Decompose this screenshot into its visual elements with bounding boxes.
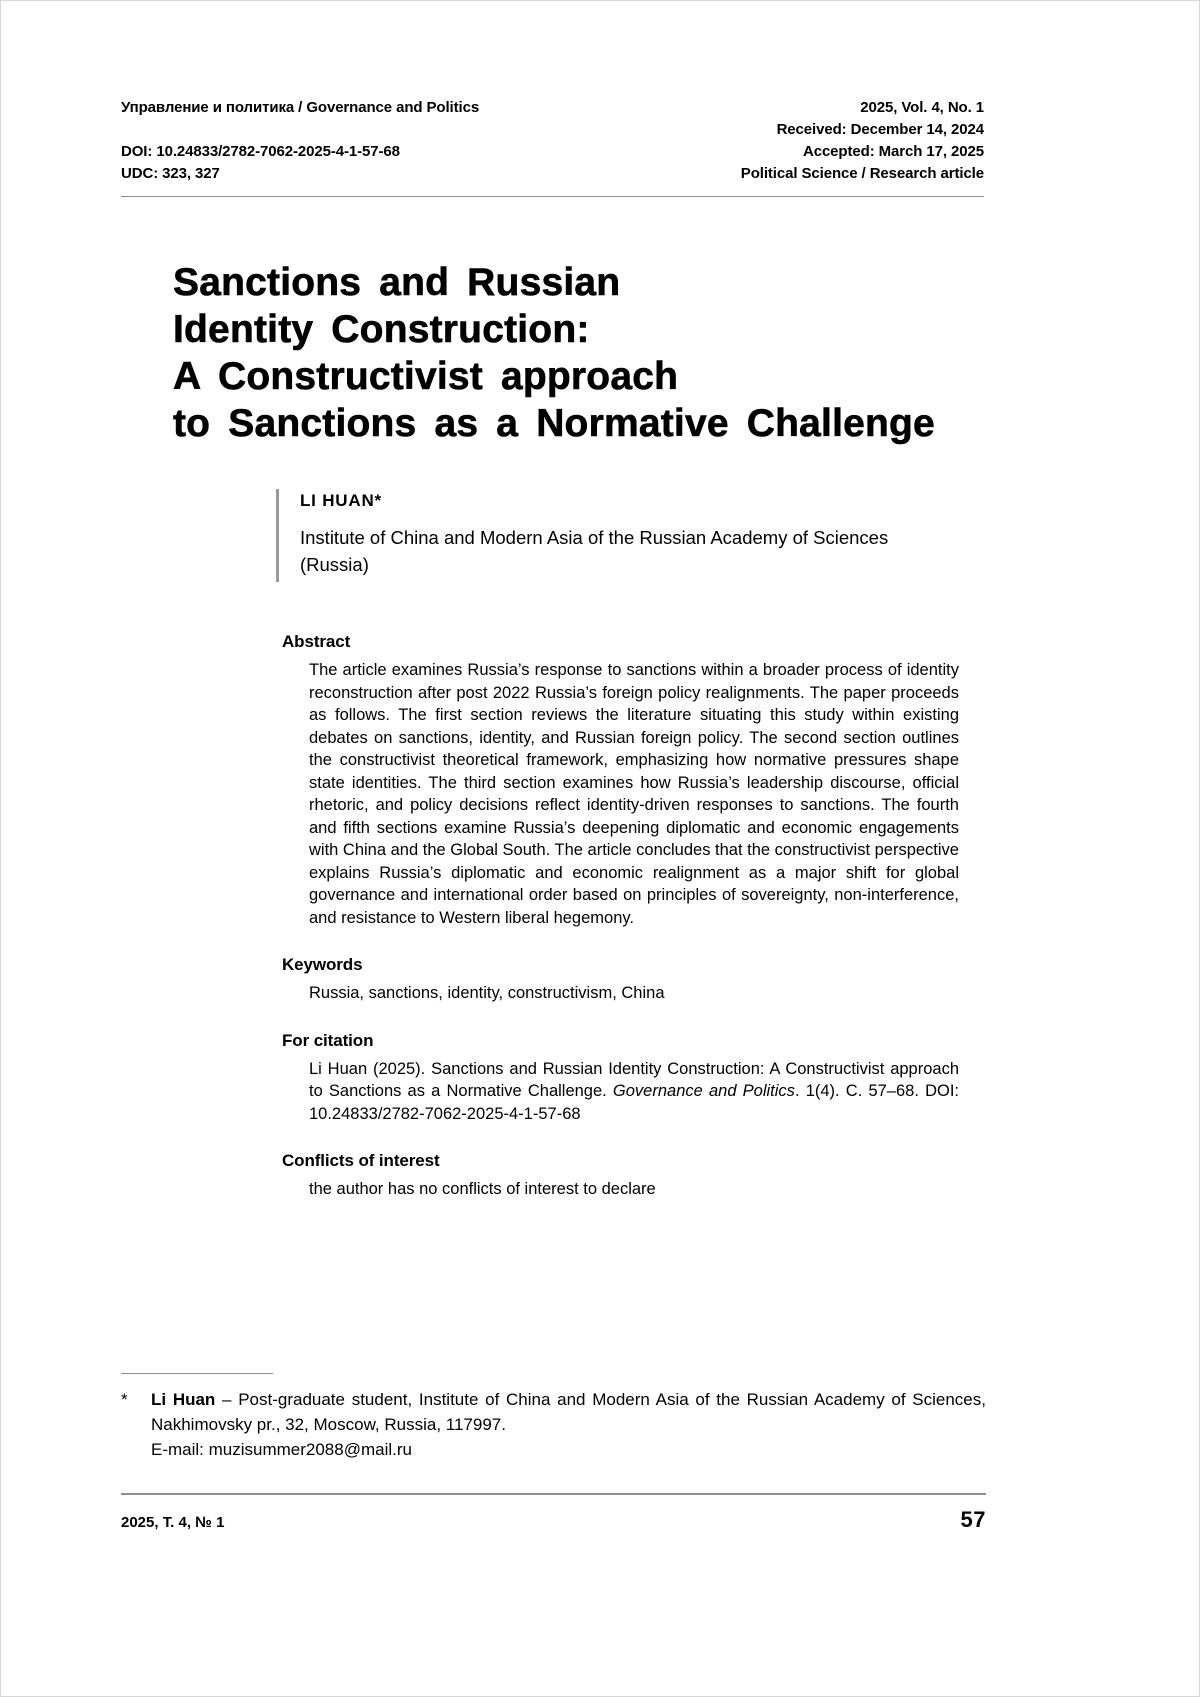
citation-heading: For citation [282, 1030, 374, 1050]
citation-before: Li Huan (2025). Sanctions and Russian Identity Construction: A Constructivist approach to Sanctions as a Normative Challenge. [309, 1059, 959, 1100]
article-title [173, 259, 984, 447]
udc-line: UDC: 323, 327 [121, 165, 220, 182]
page-footer [121, 1493, 986, 1533]
article-type-line: Political Science / Research article [740, 165, 984, 182]
doi-line: DOI: 10.24833/2782-7062-2025-4-1-57-68 [121, 143, 400, 160]
footnote-marker: * [121, 1390, 128, 1409]
footnote-divider [121, 1373, 273, 1374]
abstract-section [282, 632, 984, 929]
abstract-text: The article examines Russia’s response to sanctions within a broader process of identity reconstruction after post 2022 Russia’s foreign policy realignments. The paper proceeds as follows. The first section reviews the literature situating this study within existing debates on sanctions, identity, and Russian foreign policy. The second section outlines the constructivist theoretical framework, emphasizing how normative pressures shape state identities. The third section examines how Russia’s leadership discourse, official rhetoric, and policy decisions reflect identity-driven responses to sanctions. The fourth and fifth sections examine Russia’s deepening diplomatic and economic engagements with China and the Global South. The article concludes that the constructivist perspective explains Russia’s diplomatic and economic realignment as a major shift for global governance and international order based on principles of sovereignty, non-interference, and resistance to Western liberal hegemony. [309, 661, 959, 927]
citation-text [309, 1058, 959, 1126]
citation-journal-name: Governance and Politics [612, 1082, 795, 1100]
footnote-email: E-mail: muzisummer2088@mail.ru [151, 1440, 412, 1459]
title-line: to Sanctions as a Normative Challenge [173, 402, 935, 445]
page-header [121, 97, 984, 185]
journal-name-line: Управление и политика / Governance and Politics [121, 99, 480, 116]
footnote-text: – Post-graduate student, Institute of China and Modern Asia of the Russian Academy of Sciences, Nakhimovsky pr., 32, Moscow, Russia, 117997. [151, 1390, 986, 1434]
footer-issue: 2025, Т. 4, № 1 [121, 1514, 225, 1531]
abstract-heading: Abstract [282, 632, 351, 651]
conflicts-text: the author has no conflicts of interest to declare [309, 1180, 656, 1198]
header-right-block [741, 97, 984, 185]
received-line: Received: December 14, 2024 [776, 121, 984, 138]
keywords-text: Russia, sanctions, identity, constructivism, China [309, 984, 665, 1002]
author-affiliation: Institute of China and Modern Asia of the Russian Academy of Sciences (Russia) [300, 527, 889, 575]
title-line: Identity Construction: [173, 308, 590, 351]
footnote-author-name: Li Huan [151, 1390, 216, 1409]
keywords-section [282, 955, 984, 1005]
author-name: LI HUAN* [300, 491, 382, 510]
accepted-line: Accepted: March 17, 2025 [802, 143, 984, 160]
footnote [121, 1387, 986, 1462]
title-line: Sanctions and Russian [173, 261, 621, 304]
footnote-body [151, 1387, 986, 1462]
conflicts-heading: Conflicts of interest [282, 1151, 440, 1170]
conflicts-section [282, 1151, 984, 1201]
header-left-block [121, 97, 479, 185]
issue-line: 2025, Vol. 4, No. 1 [860, 99, 984, 116]
citation-section [282, 1031, 984, 1126]
footer-page-number: 57 [960, 1507, 986, 1532]
header-divider [121, 196, 984, 197]
citation-after: . 1(4). С. 57–68. DOI: 10.24833/2782-7062-2025-4-1-57-68 [309, 1082, 960, 1123]
keywords-heading: Keywords [282, 955, 363, 974]
author-block [276, 489, 984, 582]
title-line: A Constructivist approach [173, 355, 679, 398]
footnote-paragraph [151, 1387, 986, 1437]
